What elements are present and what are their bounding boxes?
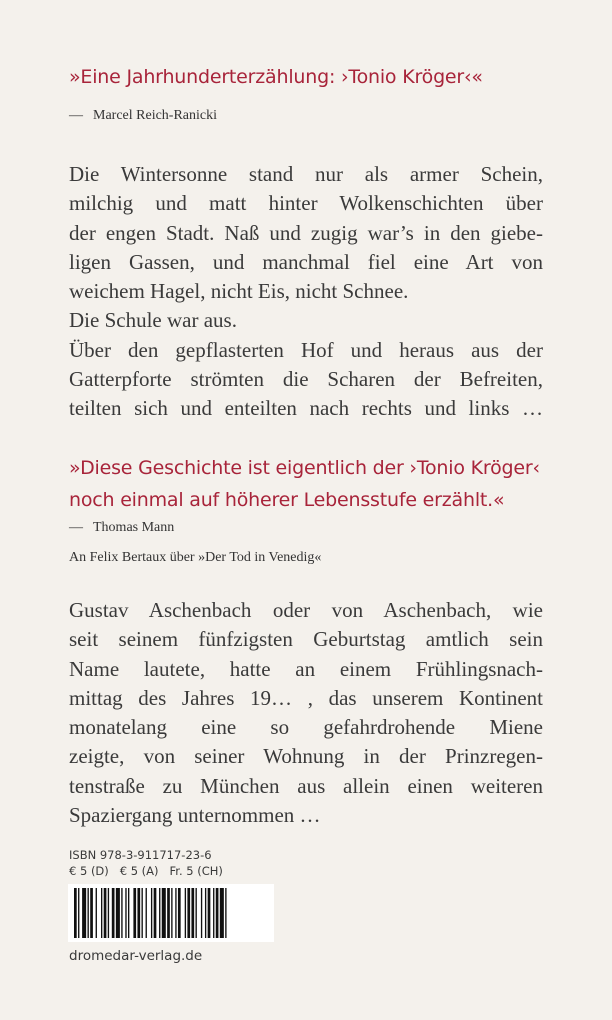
barcode-graphic <box>68 884 274 942</box>
barcode-bar <box>82 888 86 938</box>
quote-text-line: noch einmal auf höherer Lebensstufe erzählt.« <box>69 489 505 511</box>
barcode-bar <box>208 888 211 938</box>
quote-thomas-mann <box>69 452 540 516</box>
barcode-bar <box>133 888 136 938</box>
barcode-bar <box>178 888 181 938</box>
excerpt-line: Gustav Aschenbach oder von Aschenbach, wie <box>69 598 543 622</box>
barcode-bar <box>196 888 197 938</box>
barcode-bar <box>175 888 176 938</box>
price-text: € 5 (D) € 5 (A) Fr. 5 (CH) <box>69 864 223 878</box>
barcode-bar <box>108 888 109 938</box>
excerpt-line: zeigte, von seiner Wohnung in der Prinzregen- <box>69 744 543 769</box>
excerpt-line: weichem Hagel, nicht Eis, nicht Schnee. <box>69 279 409 304</box>
barcode-bar <box>216 888 219 938</box>
barcode-bar <box>191 888 194 938</box>
quote-reich-ranicki <box>69 66 483 88</box>
attribution-thomas-mann <box>69 520 174 536</box>
barcode-image <box>68 884 274 942</box>
quote-text: »Eine Jahrhunderterzählung: ›Tonio Kröger‹« <box>69 66 483 88</box>
barcode-bar <box>146 888 147 938</box>
quote-text-line: »Diese Geschichte ist eigentlich der ›Tonio Kröger‹ <box>69 457 540 479</box>
excerpt-line: tenstraße zu München aus allein einen weiteren <box>69 773 543 798</box>
barcode-bar <box>220 888 224 938</box>
attribution-author: Marcel Reich-Ranicki <box>93 108 218 123</box>
barcode-bar <box>159 888 160 938</box>
barcode-bar <box>151 888 152 938</box>
barcode-bar <box>125 888 126 938</box>
excerpt-line: Über den gepflasterten Hof und heraus aus der <box>69 337 543 362</box>
barcode-bar <box>154 888 157 938</box>
barcode-bar <box>104 888 107 938</box>
excerpt-line: der engen Stadt. Naß und zugig war’s in den giebe- <box>69 220 543 245</box>
attribution-dash: — <box>69 108 83 123</box>
barcode-bar <box>171 888 172 938</box>
excerpt-line: mittag des Jahres 19… , das unserem Kontinent <box>69 685 543 710</box>
barcode-bar <box>74 888 77 938</box>
excerpt-line: seit seinem fünfzigsten Geburtstag amtlich sein <box>69 627 543 652</box>
excerpt-line: Die Wintersonne stand nur als armer Schein, <box>69 162 543 186</box>
barcode-bar <box>225 888 226 938</box>
barcode-bar <box>187 888 190 938</box>
excerpt-line: milchig und matt hinter Wolkenschichten über <box>69 191 543 216</box>
excerpt-line: Spaziergang unternommen … <box>69 803 321 828</box>
excerpt-line: Gatterpforte strömten die Scharen der Befreiten, <box>69 367 543 392</box>
barcode-bar <box>96 888 97 938</box>
excerpt-line: Die Schule war aus. <box>69 308 237 333</box>
barcode-bar <box>185 888 186 938</box>
barcode-bar <box>78 888 79 938</box>
publisher-website: dromedar-verlag.de <box>69 948 203 964</box>
barcode-bar <box>205 888 206 938</box>
excerpt-line: Name lautete, hatte an einem Frühlingsnach- <box>69 656 543 681</box>
barcode-bar <box>142 888 143 938</box>
barcode-bar <box>121 888 122 938</box>
isbn-text: ISBN 978-3-911717-23-6 <box>69 848 212 862</box>
barcode-bar <box>213 888 214 938</box>
excerpt-tod-in-venedig <box>69 596 543 830</box>
excerpt-line: monatelang eine so gefahrdrohende Miene <box>69 715 543 740</box>
barcode-bar <box>112 888 115 938</box>
barcode-bar <box>101 888 102 938</box>
barcode-bar <box>128 888 129 938</box>
barcode-bar <box>116 888 120 938</box>
attribution-dash: — <box>69 520 83 535</box>
attribution-source <box>69 550 321 566</box>
attribution-reich-ranicki <box>69 108 217 124</box>
excerpt-line: ligen Gassen, und manchmal fiel eine Art von <box>69 249 543 274</box>
barcode-bar <box>90 888 93 938</box>
excerpt-line: teilten sich und enteilten nach rechts und links … <box>69 396 543 421</box>
attribution-author: Thomas Mann <box>93 520 175 535</box>
barcode-bar <box>137 888 140 938</box>
barcode-bar <box>201 888 202 938</box>
attribution-source-text: An Felix Bertaux über »Der Tod in Venedig« <box>69 550 322 565</box>
barcode-bar <box>167 888 170 938</box>
barcode-bar <box>162 888 166 938</box>
barcode-bar <box>88 888 89 938</box>
excerpt-tonio-kroeger <box>69 160 543 424</box>
